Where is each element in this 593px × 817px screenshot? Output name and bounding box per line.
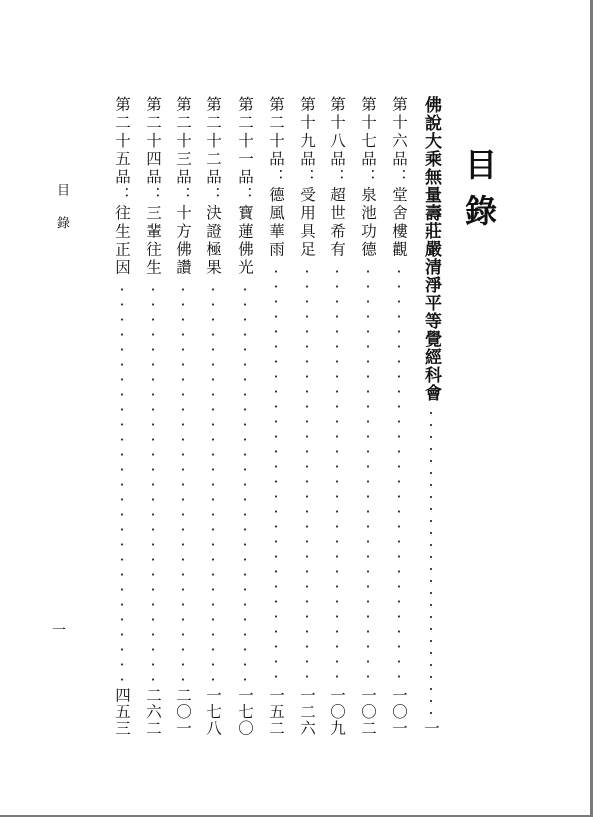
toc-entry-title: 第十六品：堂舍樓觀 (390, 96, 408, 259)
toc-entry-page: 四五三 (113, 686, 131, 736)
toc-entry[interactable] (296, 96, 318, 736)
toc-leader-dots (397, 264, 401, 681)
toc-entry-page: 一〇一 (390, 686, 408, 736)
toc-entry-title: 第二十品：德風華雨 (267, 96, 285, 259)
toc-leader-dots (151, 282, 155, 681)
toc-entry-page: 一〇二 (359, 686, 377, 736)
toc-entry[interactable] (111, 96, 133, 736)
toc-entry[interactable] (420, 96, 442, 736)
toc-leader-dots (366, 264, 370, 681)
page-number: 一 (52, 623, 66, 639)
toc-entry[interactable] (265, 96, 287, 736)
toc-entry-title: 第十八品：超世希有 (328, 96, 346, 259)
toc-entry[interactable] (202, 96, 224, 736)
toc-entry-page: 一二六 (298, 686, 316, 736)
toc-entry-page: 二〇一 (174, 686, 192, 736)
toc-entry[interactable] (357, 96, 379, 736)
toc-leader-dots (274, 264, 278, 681)
toc-entry-title: 第二十二品：決證極果 (204, 96, 222, 277)
toc-leader-dots (211, 282, 215, 681)
toc-entry-title: 第二十三品：十方佛讚 (174, 96, 192, 277)
toc-entry[interactable] (388, 96, 410, 736)
toc-entry-title: 第十九品：受用具足 (298, 96, 316, 259)
page-title: 目錄 (460, 148, 498, 240)
toc-entry[interactable] (172, 96, 194, 736)
toc-entry-title: 第二十一品：寶蓮佛光 (236, 96, 254, 277)
toc-entry-title: 佛說大乘無量壽莊嚴清淨平等覺經科會 (421, 96, 441, 402)
toc-entry[interactable] (326, 96, 348, 736)
toc-entry-page: 一七八 (204, 686, 222, 736)
toc-leader-dots (335, 264, 339, 681)
toc-leader-dots (429, 407, 433, 714)
toc-entry-title: 第二十五品：往生正因 (113, 96, 131, 277)
toc-entry[interactable] (234, 96, 256, 736)
toc-entry-page: 一五二 (267, 686, 285, 736)
toc-entry[interactable] (142, 96, 164, 736)
toc-leader-dots (181, 282, 185, 681)
toc-entry-page: 一〇九 (328, 686, 346, 736)
toc-entry-page: 一七〇 (236, 686, 254, 736)
toc-entry-title: 第二十四品：三輩往生 (144, 96, 162, 277)
toc-entry-title: 第十七品：泉池功德 (359, 96, 377, 259)
toc-leader-dots (305, 264, 309, 681)
running-header: 目錄 (54, 183, 69, 249)
toc-entry-page: 一 (422, 719, 440, 736)
toc-leader-dots (243, 282, 247, 681)
toc-leader-dots (120, 282, 124, 681)
toc-entry-page: 二六二 (144, 686, 162, 736)
